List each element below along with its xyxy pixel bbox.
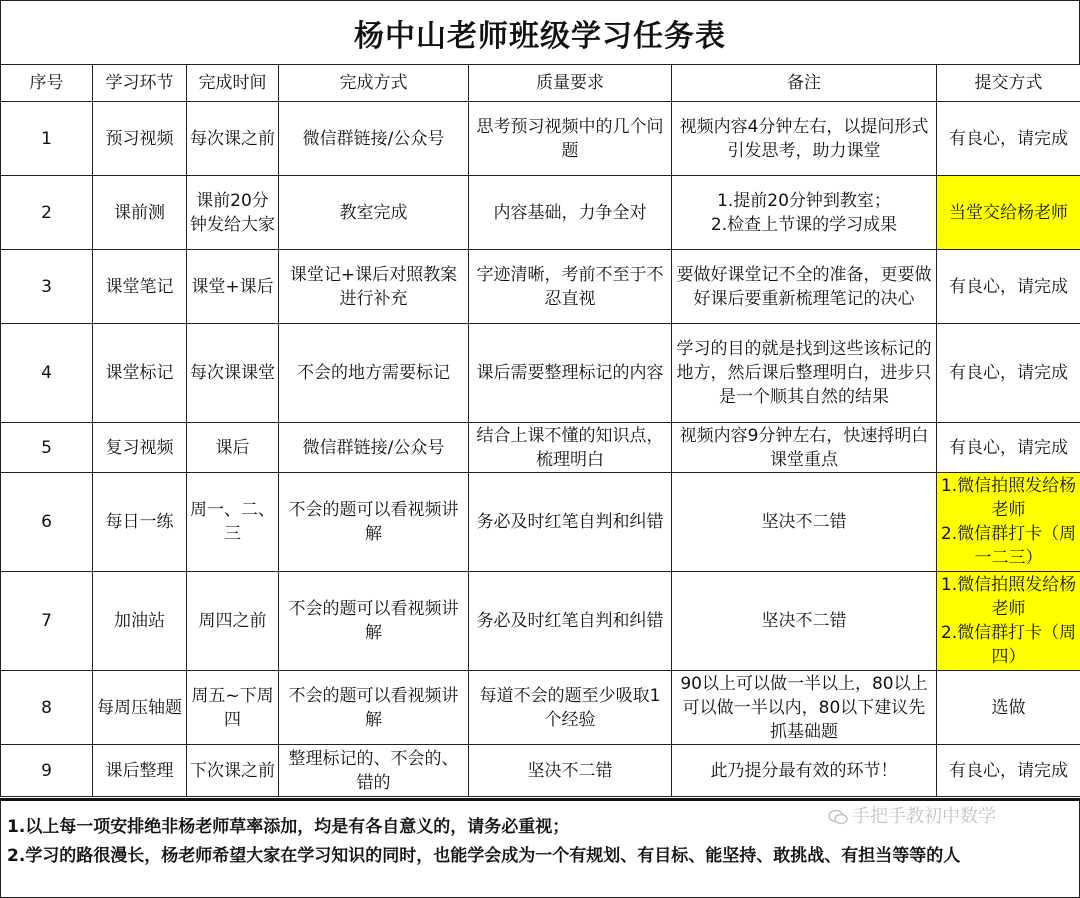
cell-quality: 每道不会的题至少吸取1个经验 (469, 671, 672, 745)
table-row (1, 250, 1080, 324)
cell-quality: 务必及时红笔自判和纠错 (469, 473, 672, 572)
cell-quality: 思考预习视频中的几个问题 (469, 102, 672, 176)
table-body (1, 102, 1080, 797)
cell-stage: 课后整理 (93, 745, 187, 797)
cell-no: 1 (1, 102, 93, 176)
cell-method: 课堂记+课后对照教案进行补充 (279, 250, 469, 324)
cell-no: 4 (1, 324, 93, 423)
cell-method: 不会的地方需要标记 (279, 324, 469, 423)
cell-quality: 结合上课不懂的知识点，梳理明白 (469, 423, 672, 473)
cell-remark: 视频内容9分钟左右，快速捋明白课堂重点 (672, 423, 937, 473)
cell-remark: 此乃提分最有效的环节！ (672, 745, 937, 797)
table-row (1, 572, 1080, 671)
cell-submit: 有良心，请完成 (937, 102, 1080, 176)
cell-remark: 坚决不二错 (672, 572, 937, 671)
cell-remark: 要做好课堂记不全的准备，更要做好课后要重新梳理笔记的决心 (672, 250, 937, 324)
cell-submit: 有良心，请完成 (937, 324, 1080, 423)
cell-submit: 1.微信拍照发给杨老师 2.微信群打卡（周一二三） (937, 473, 1080, 572)
cell-time: 周一、二、三 (187, 473, 279, 572)
table-row (1, 423, 1080, 473)
sheet-title: 杨中山老师班级学习任务表 (0, 0, 1080, 65)
cell-method: 不会的题可以看视频讲解 (279, 671, 469, 745)
cell-time: 课后 (187, 423, 279, 473)
cell-no: 8 (1, 671, 93, 745)
cell-stage: 加油站 (93, 572, 187, 671)
cell-time: 每次课之前 (187, 102, 279, 176)
cell-method: 整理标记的、不会的、错的 (279, 745, 469, 797)
cell-submit: 有良心，请完成 (937, 423, 1080, 473)
cell-stage: 预习视频 (93, 102, 187, 176)
table-row (1, 745, 1080, 797)
cell-stage: 每日一练 (93, 473, 187, 572)
wechat-icon (828, 809, 848, 825)
cell-submit: 1.微信拍照发给杨老师 2.微信群打卡（周四） (937, 572, 1080, 671)
cell-no: 9 (1, 745, 93, 797)
cell-no: 2 (1, 176, 93, 250)
table-row (1, 473, 1080, 572)
cell-no: 6 (1, 473, 93, 572)
cell-time: 每次课课堂 (187, 324, 279, 423)
cell-method: 微信群链接/公众号 (279, 102, 469, 176)
table-row (1, 671, 1080, 745)
cell-no: 3 (1, 250, 93, 324)
cell-quality: 坚决不二错 (469, 745, 672, 797)
cell-time: 下次课之前 (187, 745, 279, 797)
cell-time: 课堂+课后 (187, 250, 279, 324)
header-remark: 备注 (672, 65, 937, 102)
cell-method: 不会的题可以看视频讲解 (279, 473, 469, 572)
table-header-row (1, 65, 1080, 102)
cell-stage: 每周压轴题 (93, 671, 187, 745)
note-2: 2.学习的路很漫长，杨老师希望大家在学习知识的同时，也能学会成为一个有规划、有目标、能坚持、敢挑战、有担当等等的人 (7, 844, 1075, 869)
task-table (0, 64, 1080, 797)
cell-remark: 视频内容4分钟左右，以提问形式引发思考，助力课堂 (672, 102, 937, 176)
cell-quality: 内容基础，力争全对 (469, 176, 672, 250)
watermark-text: 手把手教初中数学 (852, 806, 996, 827)
cell-stage: 课堂笔记 (93, 250, 187, 324)
cell-time: 课前20分钟发给大家 (187, 176, 279, 250)
cell-quality: 务必及时红笔自判和纠错 (469, 572, 672, 671)
cell-submit: 选做 (937, 671, 1080, 745)
table-row (1, 176, 1080, 250)
header-quality: 质量要求 (469, 65, 672, 102)
cell-method: 教室完成 (279, 176, 469, 250)
cell-submit: 当堂交给杨老师 (937, 176, 1080, 250)
cell-stage: 课堂标记 (93, 324, 187, 423)
cell-quality: 课后需要整理标记的内容 (469, 324, 672, 423)
header-stage: 学习环节 (93, 65, 187, 102)
cell-no: 7 (1, 572, 93, 671)
cell-quality: 字迹清晰，考前不至于不忍直视 (469, 250, 672, 324)
cell-time: 周四之前 (187, 572, 279, 671)
table-row (1, 102, 1080, 176)
header-method: 完成方式 (279, 65, 469, 102)
cell-submit: 有良心，请完成 (937, 250, 1080, 324)
cell-submit: 有良心，请完成 (937, 745, 1080, 797)
header-submit: 提交方式 (937, 65, 1080, 102)
cell-method: 不会的题可以看视频讲解 (279, 572, 469, 671)
cell-remark: 学习的目的就是找到这些该标记的地方，然后课后整理明白，进步只是一个顺其自然的结果 (672, 324, 937, 423)
cell-remark: 1.提前20分钟到教室； 2.检查上节课的学习成果 (672, 176, 937, 250)
note-1: 1.以上每一项安排绝非杨老师草率添加，均是有各自意义的，请务必重视； (7, 815, 569, 840)
cell-stage: 复习视频 (93, 423, 187, 473)
cell-method: 微信群链接/公众号 (279, 423, 469, 473)
cell-time: 周五~下周四 (187, 671, 279, 745)
cell-no: 5 (1, 423, 93, 473)
header-no: 序号 (1, 65, 93, 102)
table-row (1, 324, 1080, 423)
header-time: 完成时间 (187, 65, 279, 102)
cell-remark: 坚决不二错 (672, 473, 937, 572)
cell-remark: 90以上可以做一半以上，80以上可以做一半以内，80以下建议先抓基础题 (672, 671, 937, 745)
watermark (828, 802, 996, 828)
cell-stage: 课前测 (93, 176, 187, 250)
